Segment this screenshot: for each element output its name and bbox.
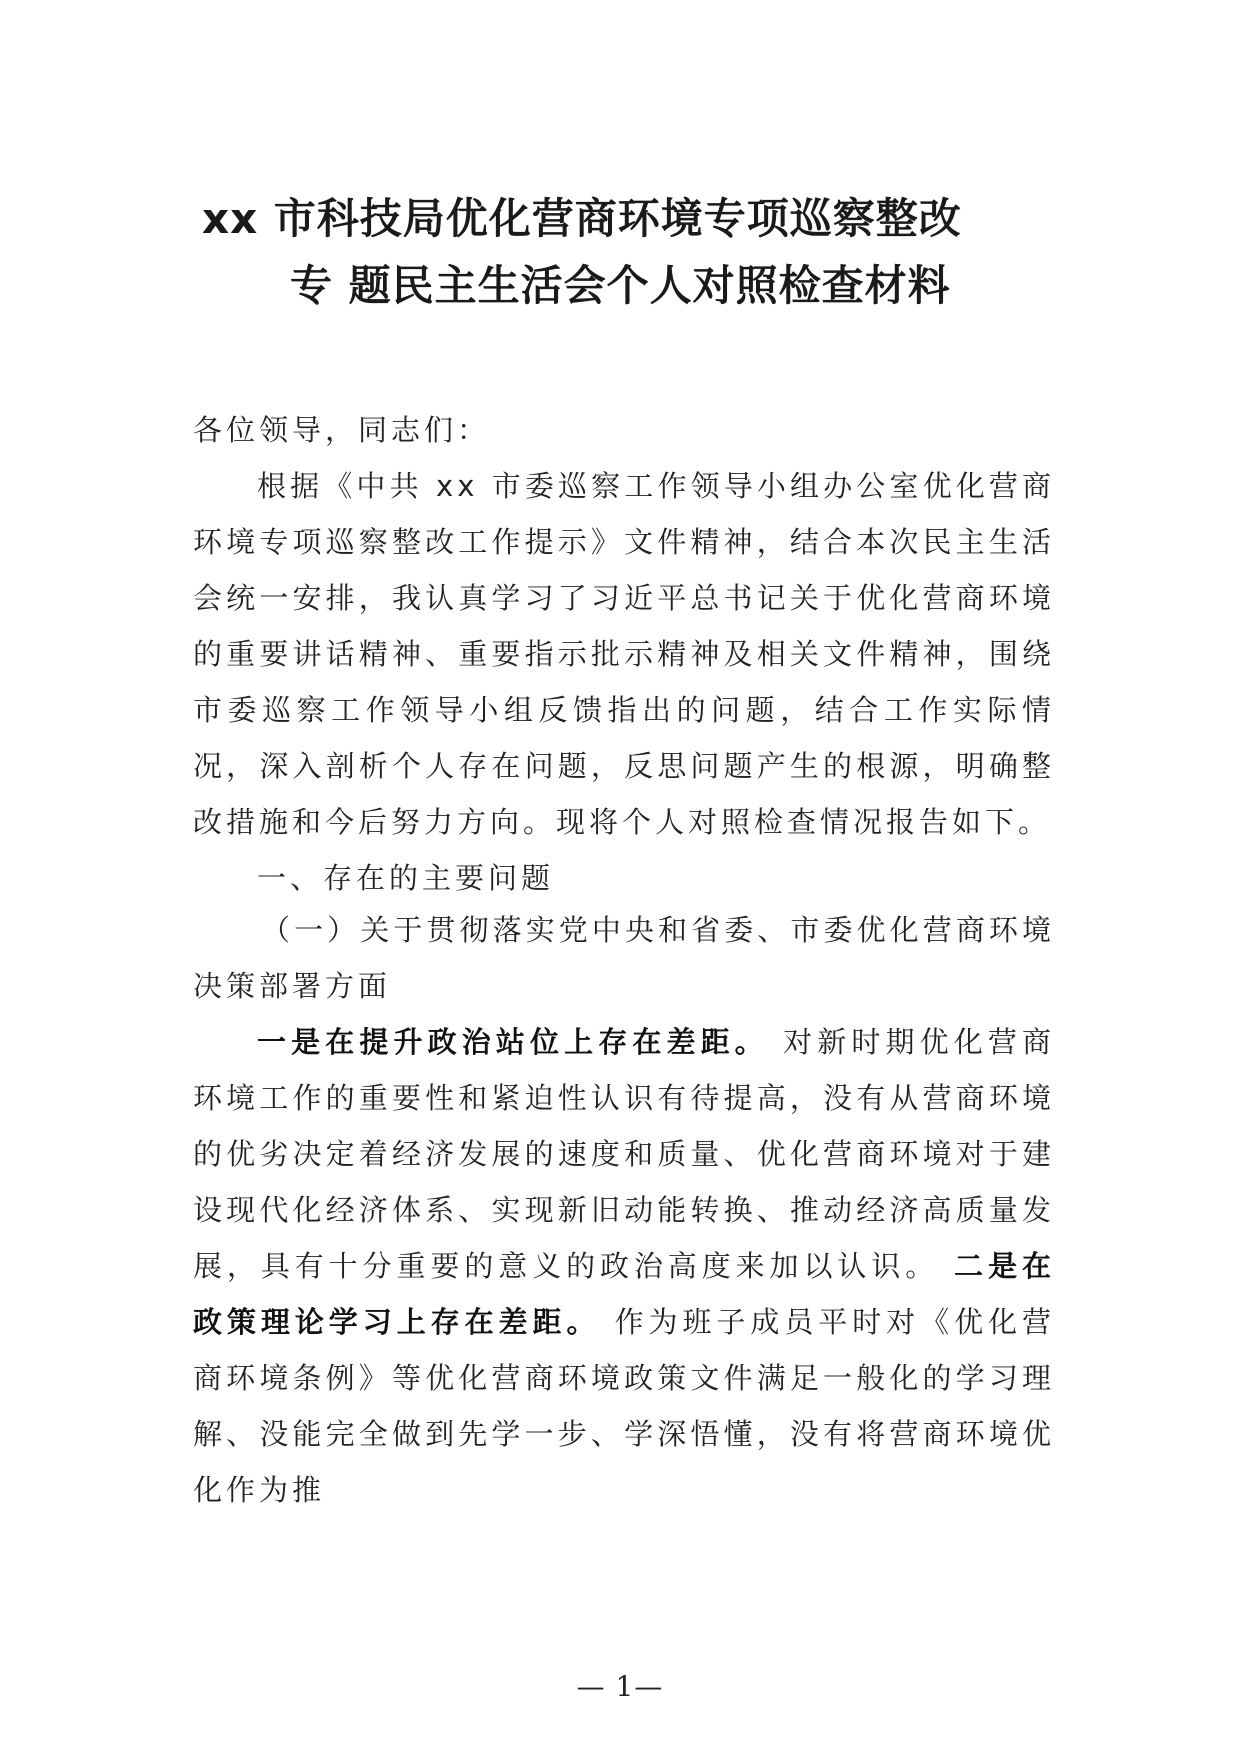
document-title-line-2: 专 题民主生活会个人对照检查材料 xyxy=(290,261,951,310)
page-number: — 1— xyxy=(576,1670,664,1703)
intro-paragraph: 根据《中共 xx 市委巡察工作领导小组办公室优化营商环境专项巡察整改工作提示》文件精神，结合本次民主生活会统一安排，我认真学习了习近平总书记关于优化营商环境的重要讲话精神、重要指示批示精神及相关文件精神，围绕市委巡察工作领导小组反馈指出的问题，结合工作实际情况，深入剖析个人存在问题，反思问题产生的根源，明确整改措施和今后努力方向。现将个人对照检查情况报告如下。 xyxy=(193,469,1055,839)
point-2-heading: 二是在政策理论学习上存在差距。 xyxy=(193,1249,1055,1339)
section-heading: 一、存在的主要问题 xyxy=(257,861,555,895)
point-1-heading: 一是在提升政治站位上存在差距。 xyxy=(257,1025,769,1059)
subsection-heading: （一）关于贯彻落实党中央和省委、市委优化营商环境决策部署方面 xyxy=(193,913,1055,1003)
document-title-line-1: xx 市科技局优化营商环境专项巡察整改 xyxy=(202,194,962,243)
point-1-text: 对新时期优化营商环境工作的重要性和紧迫性认识有待提高，没有从营商环境的优劣决定着经济发展的速度和质量、优化营商环境对于建设现代化经济体系、实现新旧动能转换、推动经济高质量发展，具有十分重要的意义的政治高度来加以认识。 xyxy=(193,1025,1055,1283)
problems-paragraph xyxy=(193,1014,1055,1518)
salutation: 各位领导，同志们： xyxy=(193,413,491,447)
point-2-text: 作为班子成员平时对《优化营商环境条例》等优化营商环境政策文件满足一般化的学习理解、没能完全做到先学一步、学深悟懂，没有将营商环境优化作为推 xyxy=(193,1305,1055,1507)
